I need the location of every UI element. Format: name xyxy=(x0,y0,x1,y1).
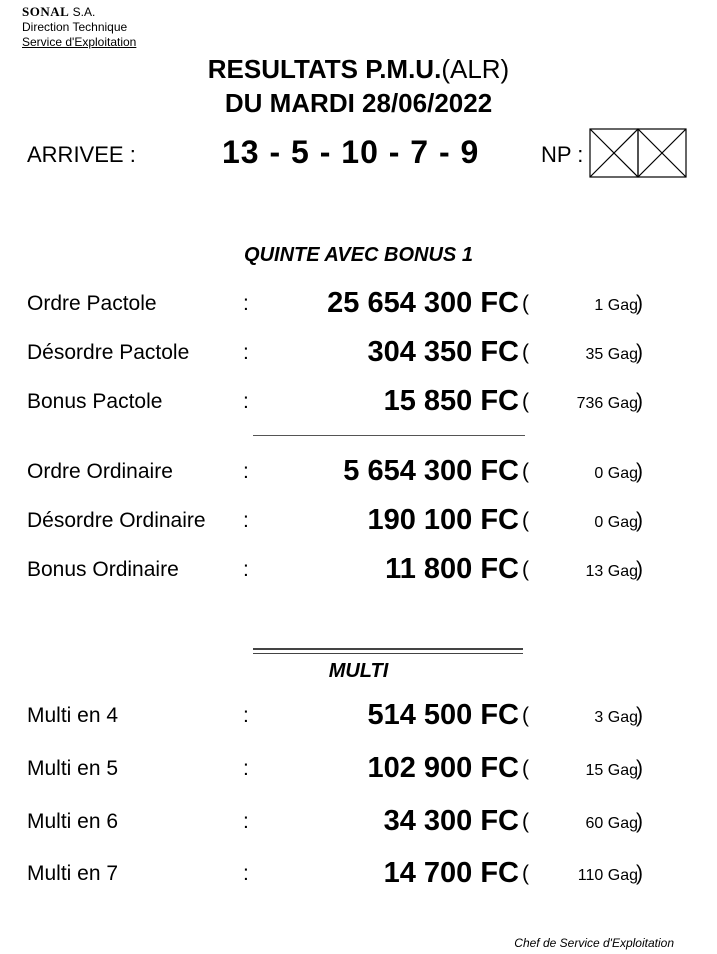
row-gagnants: 13 Gag xyxy=(585,563,638,580)
row-open-paren: ( xyxy=(522,757,529,780)
row-close-paren: ) xyxy=(636,460,643,483)
arrivee-label: ARRIVEE : xyxy=(27,142,136,167)
row-gagnants: 3 Gag xyxy=(594,709,638,726)
row-colon: : xyxy=(243,810,249,833)
row-open-paren: ( xyxy=(522,558,529,581)
signature-line: Chef de Service d'Exploitation xyxy=(514,936,674,950)
row-label: Multi en 6 xyxy=(27,810,119,833)
row-amount: 25 654 300 FC xyxy=(327,287,519,319)
row-gagnants: 110 Gag xyxy=(577,867,638,884)
row-close-paren: ) xyxy=(636,704,643,727)
row-colon: : xyxy=(243,509,249,532)
row-label: Ordre Pactole xyxy=(27,292,157,315)
row-colon: : xyxy=(243,704,249,727)
row-open-paren: ( xyxy=(522,292,529,315)
row-close-paren: ) xyxy=(636,390,643,413)
row-colon: : xyxy=(243,292,249,315)
row-amount: 5 654 300 FC xyxy=(343,455,519,487)
row-colon: : xyxy=(243,341,249,364)
row-close-paren: ) xyxy=(636,341,643,364)
row-gagnants: 736 Gag xyxy=(576,395,638,412)
row-close-paren: ) xyxy=(636,810,643,833)
row-label: Bonus Ordinaire xyxy=(27,558,179,581)
row-colon: : xyxy=(243,558,249,581)
row-gagnants: 35 Gag xyxy=(585,346,638,363)
row-open-paren: ( xyxy=(522,509,529,532)
row-amount: 15 850 FC xyxy=(383,385,519,417)
row-amount: 11 800 FC xyxy=(385,553,519,585)
row-amount: 190 100 FC xyxy=(367,504,519,536)
row-amount: 514 500 FC xyxy=(367,699,519,731)
row-label: Multi en 7 xyxy=(27,862,119,885)
row-colon: : xyxy=(243,390,249,413)
multi-section-title: MULTI xyxy=(328,660,389,682)
row-label: Désordre Ordinaire xyxy=(27,509,206,532)
row-open-paren: ( xyxy=(522,341,529,364)
arrivee-numbers: 13 - 5 - 10 - 7 - 9 xyxy=(222,134,480,170)
row-label: Multi en 4 xyxy=(27,704,119,727)
title-main: RESULTATS P.M.U. xyxy=(207,54,442,84)
np-label: NP : xyxy=(541,142,584,167)
row-amount: 14 700 FC xyxy=(383,857,519,889)
title-suffix: (ALR) xyxy=(441,54,510,84)
row-open-paren: ( xyxy=(522,390,529,413)
page-date: DU MARDI 28/06/2022 xyxy=(224,88,493,118)
row-label: Bonus Pactole xyxy=(27,390,163,413)
row-gagnants: 15 Gag xyxy=(585,762,638,779)
np-crossed-box xyxy=(589,128,687,178)
section-double-rule xyxy=(253,648,523,654)
row-gagnants: 60 Gag xyxy=(585,815,638,832)
row-close-paren: ) xyxy=(636,862,643,885)
row-amount: 102 900 FC xyxy=(367,752,519,784)
row-gagnants: 0 Gag xyxy=(594,514,638,531)
row-label: Désordre Pactole xyxy=(27,341,190,364)
department: Direction Technique xyxy=(22,20,128,34)
company-name: SONAL xyxy=(22,4,70,19)
row-open-paren: ( xyxy=(522,460,529,483)
page-title xyxy=(0,54,717,85)
row-open-paren: ( xyxy=(522,810,529,833)
section-divider xyxy=(253,435,525,436)
row-close-paren: ) xyxy=(636,292,643,315)
row-close-paren: ) xyxy=(636,509,643,532)
row-close-paren: ) xyxy=(636,757,643,780)
row-gagnants: 1 Gag xyxy=(594,297,638,314)
row-label: Ordre Ordinaire xyxy=(27,460,173,483)
company-header xyxy=(22,4,136,50)
row-colon: : xyxy=(243,460,249,483)
row-open-paren: ( xyxy=(522,704,529,727)
row-label: Multi en 5 xyxy=(27,757,119,780)
row-close-paren: ) xyxy=(636,558,643,581)
quinte-section-title: QUINTE AVEC BONUS 1 xyxy=(244,244,473,266)
row-amount: 304 350 FC xyxy=(367,336,519,368)
row-open-paren: ( xyxy=(522,862,529,885)
company-suffix: S.A. xyxy=(72,5,96,19)
row-amount: 34 300 FC xyxy=(383,805,519,837)
row-colon: : xyxy=(243,757,249,780)
row-colon: : xyxy=(243,862,249,885)
row-gagnants: 0 Gag xyxy=(594,465,638,482)
service-name: Service d'Exploitation xyxy=(22,35,137,49)
